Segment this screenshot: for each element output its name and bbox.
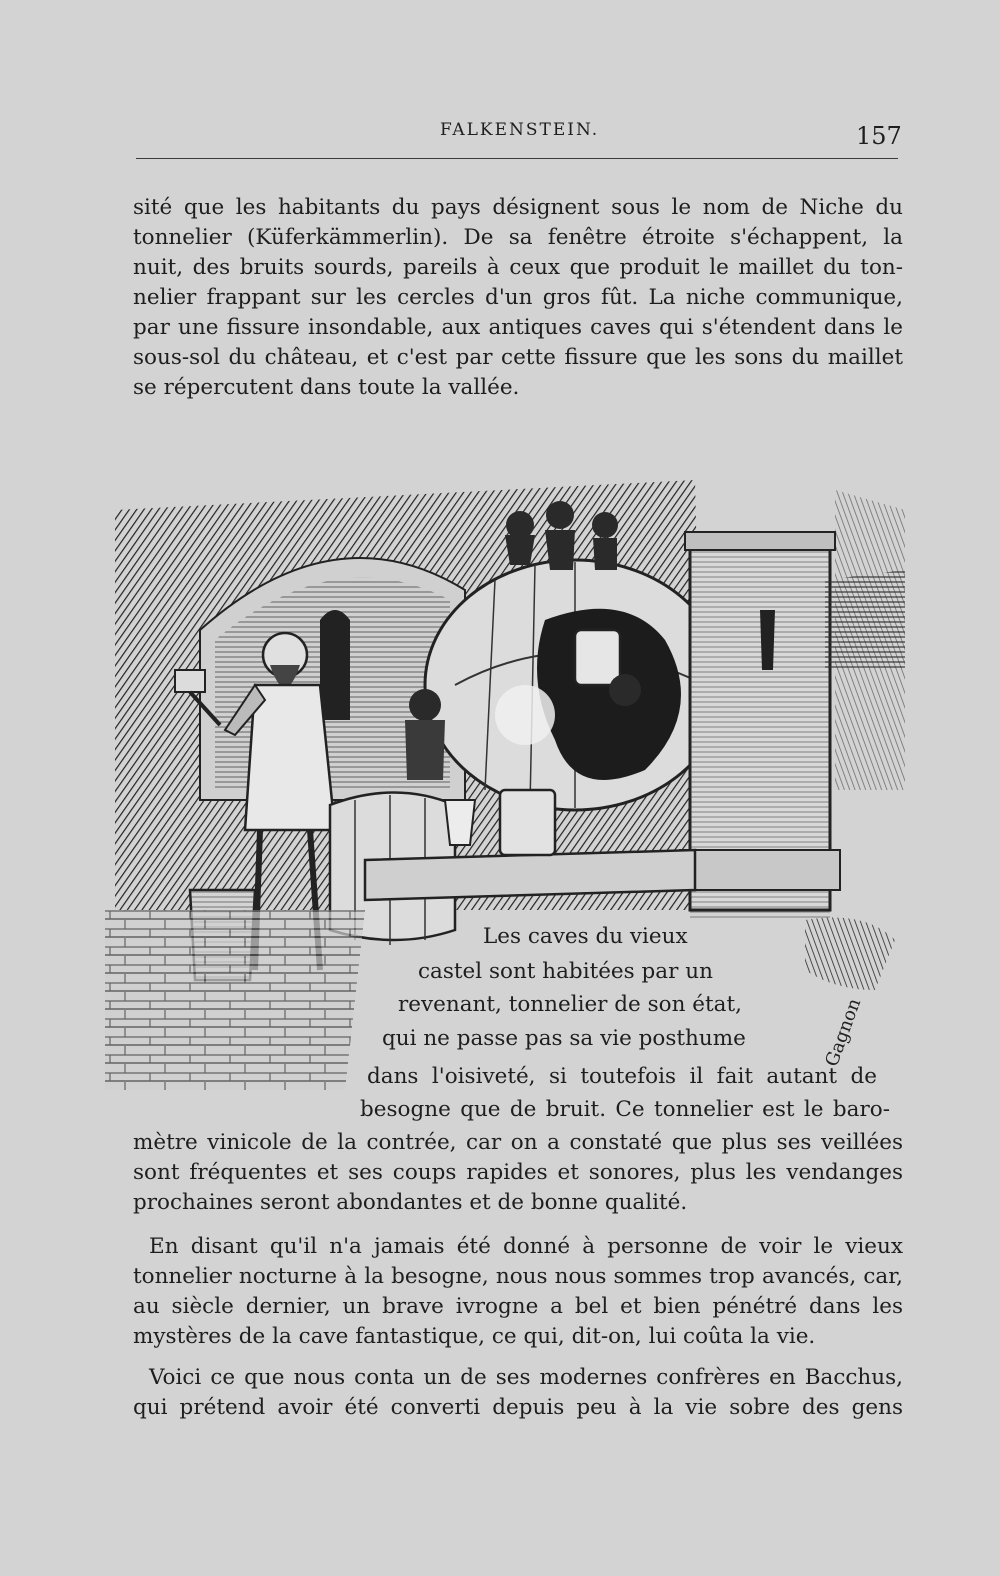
text-line: mètre vinicole de la contrée, car on a constaté que plus ses veillées [133, 1130, 903, 1155]
text-line: qui ne passe pas sa vie posthume [382, 1026, 746, 1051]
floor [105, 910, 365, 1090]
glass [445, 800, 475, 845]
paragraph-1 [133, 193, 903, 403]
page-number: 157 [856, 122, 902, 150]
text-line: se répercutent dans toute la vallée. [133, 375, 520, 400]
text-line: au siècle dernier, un brave ivrogne a bel et bien pénétré dans les [133, 1294, 903, 1319]
text-line: En disant qu'il n'a jamais été donné à personne de voir le vieux [149, 1234, 903, 1259]
text-line: Voici ce que nous conta un de ses modernes confrères en Bacchus, [149, 1365, 903, 1390]
jug [500, 790, 555, 855]
text-line: par une fissure insondable, aux antiques caves qui s'étendent dans le [133, 315, 903, 340]
paragraph-4 [133, 1363, 903, 1423]
text-line: sont fréquentes et ses coups rapides et sonores, plus les vendanges [133, 1160, 903, 1185]
text-line: mystères de la cave fantastique, ce qui, dit-on, lui coûta la vie. [133, 1324, 816, 1349]
artist-signature: Gagnon [821, 995, 866, 1070]
text-line: tonnelier (Küferkämmerlin). De sa fenêtre étroite s'échappent, la [133, 225, 903, 250]
text-line: revenant, tonnelier de son état, [398, 992, 742, 1017]
text-line: sité que les habitants du pays désignent sous le nom de Niche du [133, 195, 903, 220]
text-line: prochaines seront abondantes et de bonne qualité. [133, 1190, 688, 1215]
text-line: Les caves du vieux [483, 924, 688, 949]
text-line: besogne que de bruit. Ce tonnelier est le baro- [360, 1097, 890, 1122]
text-line: qui prétend avoir été converti depuis peu à la vie sobre des gens [133, 1395, 903, 1420]
text-line: dans l'oisiveté, si toutefois il fait autant de [367, 1064, 877, 1089]
text-line: nelier frappant sur les cercles d'un gros fût. La niche communique, [133, 285, 903, 310]
running-header: FALKENSTEIN. [440, 120, 600, 140]
header-rule [136, 158, 898, 159]
doorway [320, 610, 350, 720]
paragraph-3 [133, 1232, 903, 1352]
paragraph-2 [133, 1128, 903, 1218]
text-line: castel sont habitées par un [418, 959, 713, 984]
text-line: sous-sol du château, et c'est par cette fissure que les sons du maillet [133, 345, 903, 370]
text-line: nuit, des bruits sourds, pareils à ceux que produit le maillet du ton- [133, 255, 903, 280]
text-line: tonnelier nocturne à la besogne, nous nous sommes trop avancés, car, [133, 1264, 903, 1289]
stone-table [365, 850, 695, 900]
